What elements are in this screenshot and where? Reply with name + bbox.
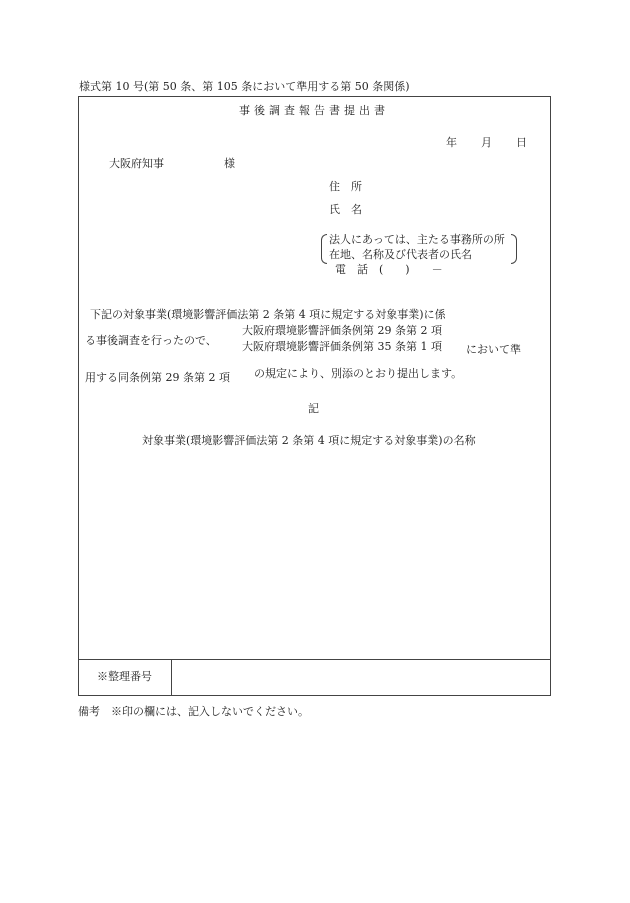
applicant-phone-label: 電 話 ( ) － [335, 263, 443, 276]
ordinance-option-2: 大阪府環境影響評価条例第 35 条第 1 項 [242, 340, 442, 353]
form-number-label: 様式第 10 号(第 50 条、第 105 条において準用する第 50 条関係) [79, 80, 410, 93]
subject-name-label: 対象事業(環境影響評価法第 2 条第 4 項に規定する対象事業)の名称 [142, 434, 476, 447]
applicant-address-label: 住 所 [329, 180, 362, 193]
date-year-label: 年 [446, 136, 457, 149]
left-brace [321, 234, 327, 264]
ordinance-option-1: 大阪府環境影響評価条例第 29 条第 2 項 [242, 324, 442, 337]
reference-row-divider [78, 659, 551, 660]
right-brace [511, 234, 517, 264]
corporate-note-line1: 法人にあっては、主たる事務所の所 [329, 233, 505, 246]
ki-label: 記 [308, 402, 319, 415]
body-line-2-start: る事後調査を行ったので、 [85, 334, 217, 347]
applicant-name-label: 氏 名 [329, 203, 362, 216]
form-frame [78, 96, 551, 696]
body-line-2-end: において準 [466, 343, 521, 356]
date-day-label: 日 [516, 136, 527, 149]
body-line-3-end: の規定により、別添のとおり提出します。 [254, 367, 463, 380]
date-month-label: 月 [481, 136, 492, 149]
addressee-name: 大阪府知事 [109, 157, 164, 170]
reference-column-divider [171, 659, 172, 696]
document-title: 事後調査報告書提出書 [239, 104, 389, 117]
remarks-note: 備考 ※印の欄には、記入しないでください。 [78, 705, 309, 718]
body-line-3-start: 用する同条例第 29 条第 2 項 [85, 371, 230, 384]
corporate-note-line2: 在地、名称及び代表者の氏名 [329, 248, 472, 261]
addressee-honorific: 様 [224, 157, 235, 170]
reference-number-label: ※整理番号 [97, 670, 152, 683]
body-line-1: 下記の対象事業(環境影響評価法第 2 条第 4 項に規定する対象事業)に係 [90, 308, 446, 321]
